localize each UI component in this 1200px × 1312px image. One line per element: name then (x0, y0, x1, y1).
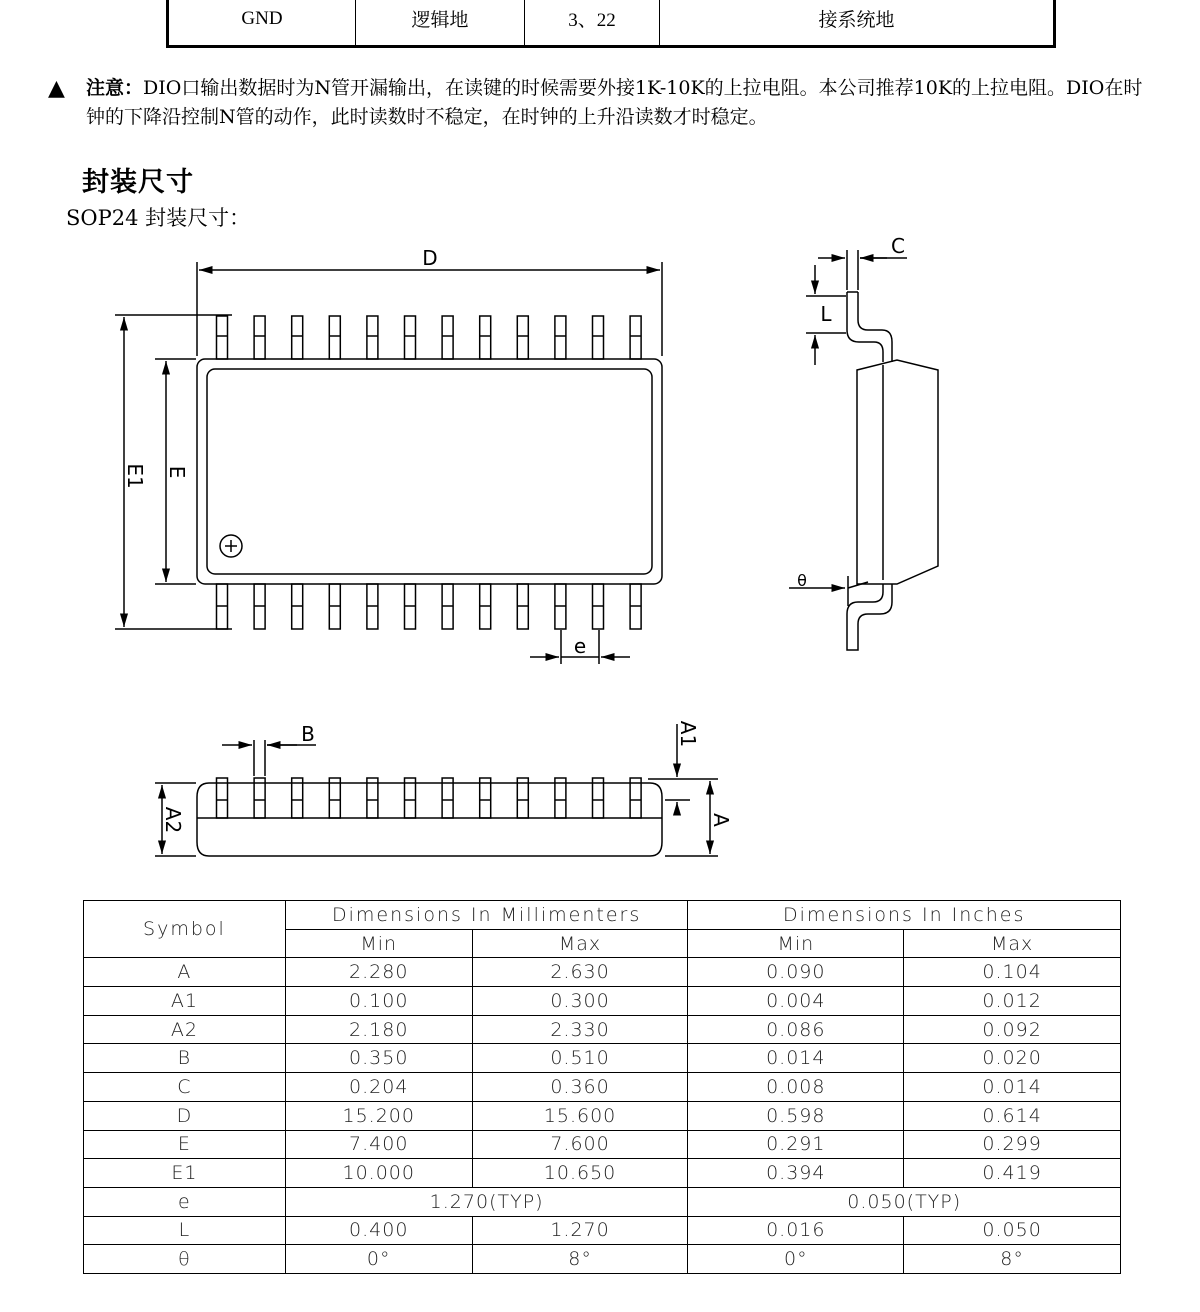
inch-max-header: Max (904, 929, 1121, 958)
symbol-cell: A (84, 958, 286, 987)
mm-typ-cell: 1.270(TYP) (285, 1187, 688, 1216)
mm-max-header: Max (472, 929, 688, 958)
symbol-cell: L (84, 1216, 286, 1245)
mm-min-cell: 2.180 (285, 1015, 472, 1044)
mm-max-cell: 2.630 (472, 958, 688, 987)
pin (329, 778, 340, 818)
inch-max-cell: 0.014 (904, 1073, 1121, 1102)
mm-max-cell: 0.360 (472, 1073, 688, 1102)
label-E: E (165, 465, 189, 479)
inch-max-cell: 0.419 (904, 1159, 1121, 1188)
dimensions-table (83, 900, 1121, 1274)
pin (442, 778, 453, 818)
table-header-row (84, 901, 1121, 930)
inch-typ-cell: 0.050(TYP) (688, 1187, 1121, 1216)
mm-min-cell: 0.350 (285, 1044, 472, 1073)
pin (292, 778, 303, 818)
pin (442, 316, 453, 359)
label-B: B (301, 722, 315, 746)
pin (217, 778, 228, 818)
inch-min-cell: 0.291 (688, 1130, 904, 1159)
table-row (84, 1245, 1121, 1274)
pin (405, 778, 416, 818)
symbol-cell: e (84, 1187, 286, 1216)
mm-max-cell: 1.270 (472, 1216, 688, 1245)
pin (593, 316, 604, 359)
label-E1: E1 (123, 463, 147, 489)
mm-max-cell: 10.650 (472, 1159, 688, 1188)
pin (254, 316, 265, 359)
inch-max-cell: 0.012 (904, 987, 1121, 1016)
pin (480, 316, 491, 359)
inch-min-cell: 0° (688, 1245, 904, 1274)
pin (329, 316, 340, 359)
inch-min-cell: 0.004 (688, 987, 904, 1016)
inch-max-cell: 8° (904, 1245, 1121, 1274)
pin-function-cell: 逻辑地 (411, 10, 469, 31)
side-lead-top (847, 292, 883, 362)
mm-min-cell: 0.100 (285, 987, 472, 1016)
inch-min-cell: 0.014 (688, 1044, 904, 1073)
pin-number-cell: 3、22 (568, 10, 616, 31)
package-subtitle: SOP24 封装尺寸： (66, 206, 251, 230)
mm-header: Dimensions In Millimenters (285, 901, 688, 930)
label-theta: θ (797, 571, 807, 590)
front-pins-row (217, 778, 642, 818)
symbol-cell: E (84, 1130, 286, 1159)
mm-max-cell: 0.510 (472, 1044, 688, 1073)
mm-min-cell: 10.000 (285, 1159, 472, 1188)
pin (292, 316, 303, 359)
pin (480, 778, 491, 818)
pin (254, 778, 265, 818)
pin (555, 778, 566, 818)
mm-min-cell: 7.400 (285, 1130, 472, 1159)
mm-min-cell: 0° (285, 1245, 472, 1274)
label-L: L (820, 302, 832, 326)
table-row (84, 1015, 1121, 1044)
symbol-header: Symbol (84, 901, 286, 958)
table-row (84, 1159, 1121, 1188)
mm-min-header: Min (285, 929, 472, 958)
symbol-cell: θ (84, 1245, 286, 1274)
mm-min-cell: 2.280 (285, 958, 472, 987)
label-D: D (422, 246, 438, 270)
inch-max-cell: 0.299 (904, 1130, 1121, 1159)
inch-min-cell: 0.086 (688, 1015, 904, 1044)
inch-min-cell: 0.016 (688, 1216, 904, 1245)
side-lead-bottom (847, 584, 892, 650)
inch-header: Dimensions In Inches (688, 901, 1121, 930)
pin (405, 316, 416, 359)
side-body (857, 360, 938, 584)
mm-min-cell: 0.204 (285, 1073, 472, 1102)
symbol-cell: B (84, 1044, 286, 1073)
symbol-cell: C (84, 1073, 286, 1102)
package-body-inner (207, 369, 652, 574)
table-row (84, 958, 1121, 987)
pin (517, 316, 528, 359)
table-row (84, 987, 1121, 1016)
inch-max-cell: 0.020 (904, 1044, 1121, 1073)
mm-max-cell: 8° (472, 1245, 688, 1274)
section-title: 封装尺寸 (82, 167, 194, 198)
table-row (84, 1130, 1121, 1159)
pin-name-cell: GND (241, 7, 283, 29)
pin (217, 316, 228, 359)
symbol-cell: A1 (84, 987, 286, 1016)
pin (593, 778, 604, 818)
inch-min-header: Min (688, 929, 904, 958)
table-row (84, 1101, 1121, 1130)
note-label: 注意： (86, 77, 144, 99)
mm-max-cell: 0.300 (472, 987, 688, 1016)
top-pins-row (217, 316, 642, 359)
label-C: C (891, 234, 905, 258)
pin (555, 316, 566, 359)
symbol-cell: E1 (84, 1159, 286, 1188)
inch-min-cell: 0.394 (688, 1159, 904, 1188)
symbol-cell: A2 (84, 1015, 286, 1044)
label-e: e (573, 634, 587, 658)
pin (367, 778, 378, 818)
inch-min-cell: 0.008 (688, 1073, 904, 1102)
inch-max-cell: 0.104 (904, 958, 1121, 987)
mm-max-cell: 2.330 (472, 1015, 688, 1044)
table-row (84, 1187, 1121, 1216)
table-row (84, 1073, 1121, 1102)
bottom-pins-row (217, 584, 642, 629)
table-row (84, 1216, 1121, 1245)
pin (367, 316, 378, 359)
inch-min-cell: 0.598 (688, 1101, 904, 1130)
mm-max-cell: 7.600 (472, 1130, 688, 1159)
inch-min-cell: 0.090 (688, 958, 904, 987)
pin-description-cell: 接系统地 (818, 10, 895, 31)
inch-max-cell: 0.092 (904, 1015, 1121, 1044)
inch-max-cell: 0.614 (904, 1101, 1121, 1130)
table-row (84, 1044, 1121, 1073)
mm-max-cell: 15.600 (472, 1101, 688, 1130)
inch-max-cell: 0.050 (904, 1216, 1121, 1245)
label-A1: A1 (676, 720, 700, 748)
pin (630, 778, 641, 818)
pin (630, 316, 641, 359)
label-A2: A2 (161, 806, 185, 834)
mm-min-cell: 15.200 (285, 1101, 472, 1130)
warning-triangle-icon: ▲ (48, 76, 65, 101)
pin (517, 778, 528, 818)
mm-min-cell: 0.400 (285, 1216, 472, 1245)
note-text: DIO口输出数据时为N管开漏输出，在读键的时候需要外接1K-10K的上拉电阻。本公司推荐10K的上拉电阻。DIO在时钟的下降沿控制N管的动作，此时读数时不稳定，在时钟的上升沿读数才时稳定。 (86, 77, 1143, 128)
package-body-outline (197, 359, 662, 584)
symbol-cell: D (84, 1101, 286, 1130)
label-A: A (709, 813, 733, 827)
